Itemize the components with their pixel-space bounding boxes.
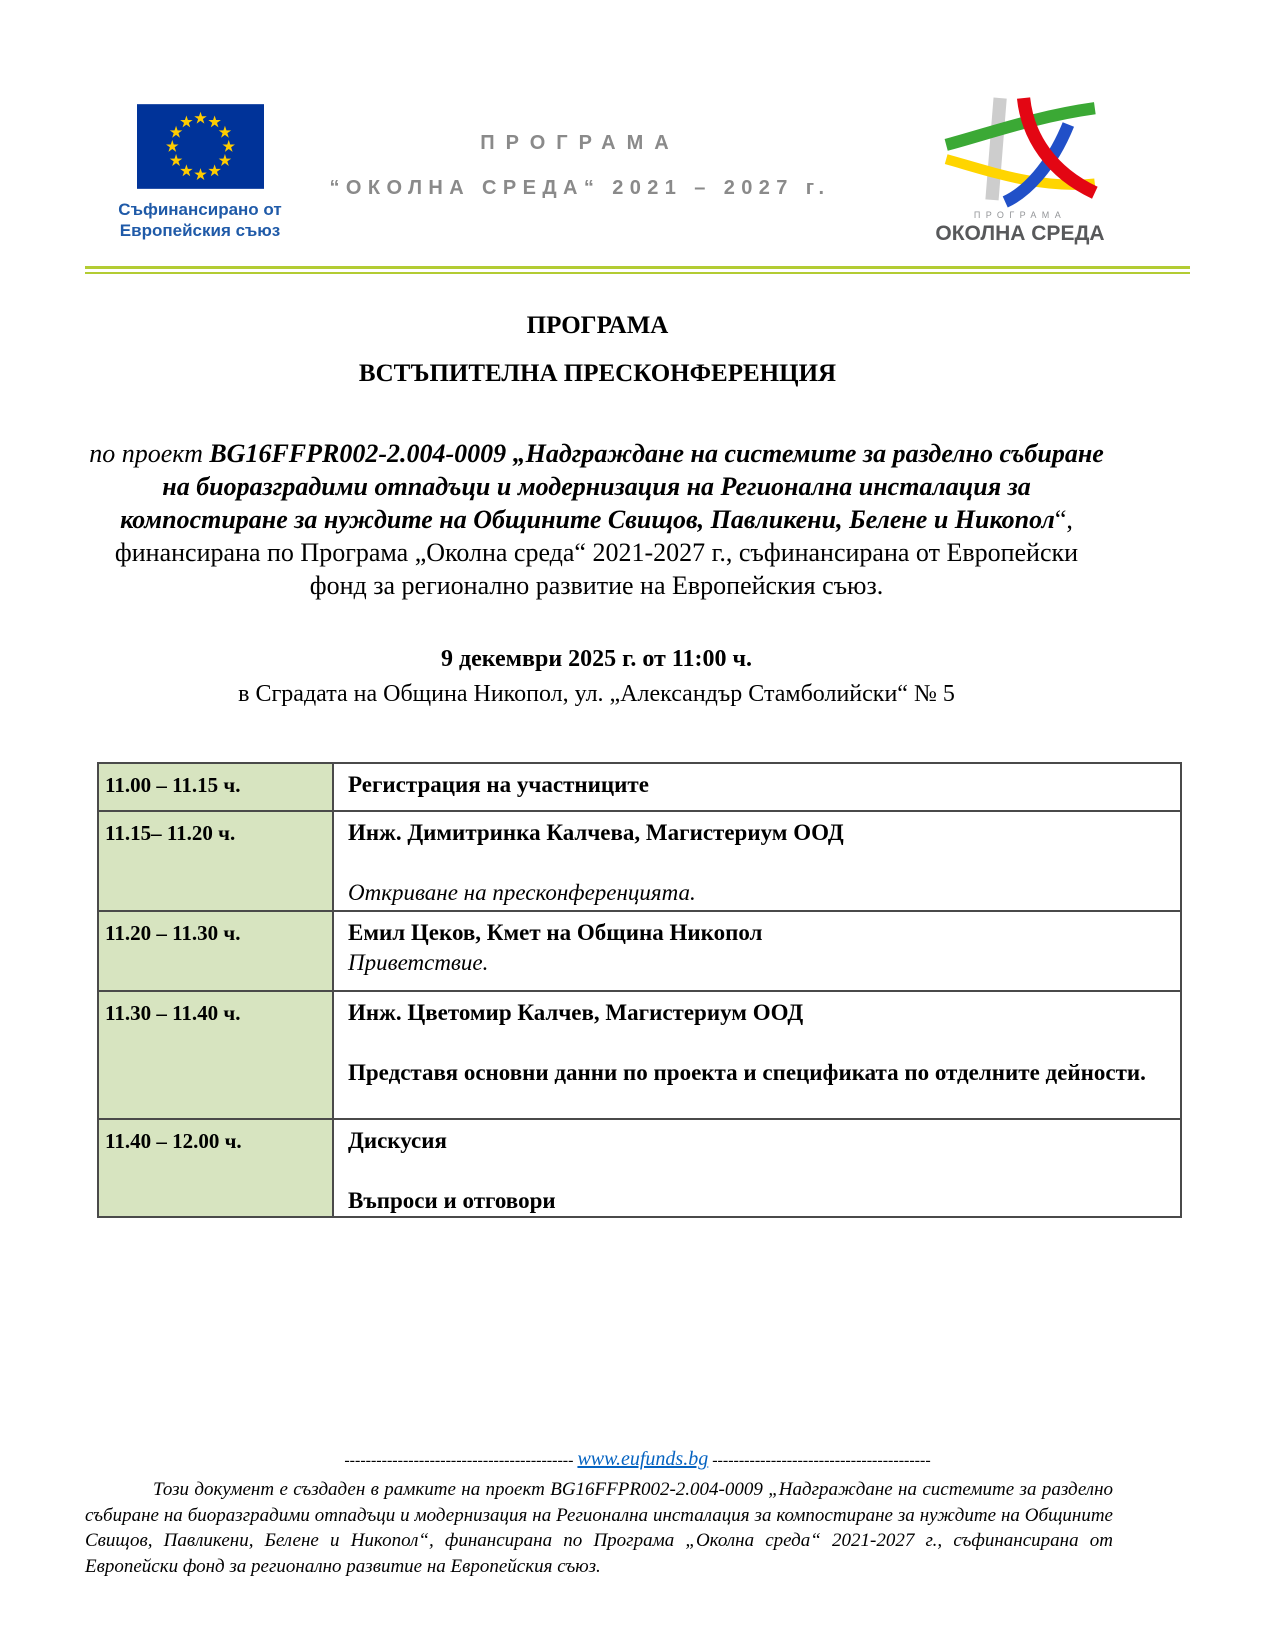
footer-dashes-left: -------------------------------------------: [344, 1452, 574, 1469]
agenda-row: [98, 763, 1181, 811]
agenda-content-cell: [333, 1119, 1181, 1217]
eu-logo-block: [100, 104, 300, 241]
agenda-row: [98, 1119, 1181, 1217]
agenda-row: [98, 811, 1181, 911]
program-header-line1: ПРОГРАМА: [480, 132, 680, 154]
agenda-item-note: Въпроси и отговори: [348, 1188, 556, 1213]
project-description: [88, 437, 1105, 602]
agenda-time-cell: 11.15– 11.20 ч.: [98, 811, 333, 911]
project-name-text: BG16FFPR002-2.004-0009 „Надграждане на системите за разделно събиране на биоразградими отпадъци и модернизация на Регионална инсталация за компостиране за нуждите на Общините Свищов, Павликени, Белене и Никопол: [120, 439, 1104, 534]
okolna-sreda-ribbons-icon: [938, 96, 1103, 208]
agenda-item-note: Представя основни данни по проекта и спецификата по отделните дейности.: [348, 1060, 1146, 1085]
okolna-sreda-logo-title: ОКОЛНА СРЕДА: [935, 222, 1105, 245]
event-location: в Сградата на Община Никопол, ул. „Александър Стамболийски“ № 5: [238, 681, 955, 707]
agenda-time-cell: 11.00 – 11.15 ч.: [98, 763, 333, 811]
eu-flag-icon: [137, 104, 264, 189]
okolna-sreda-logo-small-label: ПРОГРАМА: [973, 210, 1067, 220]
agenda-blank-line: [348, 1156, 1170, 1186]
agenda-content-cell: [333, 763, 1181, 811]
agenda-blank-line: [348, 1028, 1170, 1058]
agenda-item-title: Регистрация на участниците: [348, 772, 649, 797]
project-intro-text: по проект: [89, 439, 210, 468]
agenda-item-title: Дискусия: [348, 1128, 447, 1153]
eu-caption-line2: Европейския съюз: [119, 221, 281, 240]
eu-cofunded-caption: [100, 199, 300, 241]
eufunds-link[interactable]: www.eufunds.bg: [577, 1448, 709, 1470]
agenda-content-cell: [333, 991, 1181, 1119]
footer-link-line: [0, 1448, 1275, 1471]
event-datetime: 9 декември 2025 г. от 11:00 ч.: [440, 646, 753, 672]
document-title-line2: ВСТЪПИТЕЛНА ПРЕСКОНФЕРЕНЦИЯ: [358, 360, 837, 387]
agenda-item-note: Откриване на пресконференцията.: [348, 880, 696, 905]
agenda-row: [98, 911, 1181, 991]
footer-disclaimer: Този документ е създаден в рамките на проект BG16FFPR002-2.004-0009 „Надграждане на системите за разделно събиране на биоразградими отпадъци и модернизация на Регионална инсталация за компостиране за нуждите на Общините Свищов, Павликени, Белене и Никопол“, финансирана по Програма „Околна среда“ 2021-2027 г., съфинансирана от Европейски фонд за регионално развитие на Европейския съюз.: [85, 1479, 1113, 1577]
program-header-line2: “ОКОЛНА СРЕДА“ 2021 – 2027 г.: [329, 177, 831, 199]
agenda-item-title: Емил Цеков, Кмет на Община Никопол: [348, 920, 763, 945]
okolna-sreda-logo-block: [915, 96, 1125, 246]
agenda-content-cell: [333, 911, 1181, 991]
agenda-time-cell: 11.20 – 11.30 ч.: [98, 911, 333, 991]
project-funding-text: “, финансирана по Програма „Околна среда“ 2021-2027 г., съфинансирана от Европейски фонд за регионално развитие на Европейския съюз.: [114, 505, 1079, 600]
program-header: [280, 132, 880, 200]
agenda-row: [98, 991, 1181, 1119]
agenda-content-cell: [333, 811, 1181, 911]
eu-caption-line1: Съфинансирано от: [118, 200, 282, 219]
document-title-block: [90, 312, 1105, 388]
agenda-table: [97, 762, 1182, 1218]
footer-dashes-right: -----------------------------------------: [712, 1452, 931, 1469]
agenda-time-cell: 11.40 – 12.00 ч.: [98, 1119, 333, 1217]
agenda-item-title: Инж. Димитринка Калчева, Магистериум ООД: [348, 820, 844, 845]
document-title-line1: ПРОГРАМА: [526, 312, 669, 339]
agenda-blank-line: [348, 848, 1170, 878]
header-separator-rule: [85, 266, 1190, 274]
agenda-item-title: Инж. Цветомир Калчев, Магистериум ООД: [348, 1000, 804, 1025]
agenda-time-cell: 11.30 – 11.40 ч.: [98, 991, 333, 1119]
agenda-item-note: Приветствие.: [348, 950, 489, 975]
